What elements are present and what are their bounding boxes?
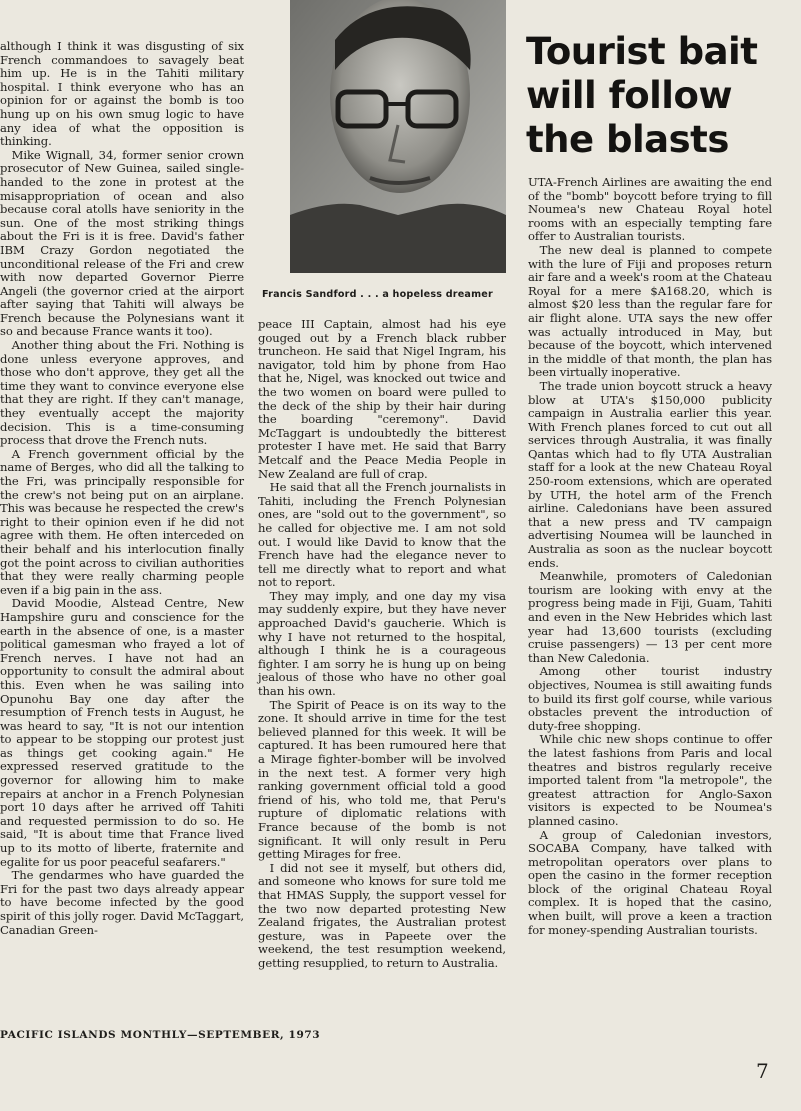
middle-article-column — [258, 318, 506, 971]
right-article-column — [528, 176, 772, 937]
paragraph: A group of Caledonian investors, SOCABA Company, have talked with metropolitan operators over plans to open the casino in the former reception block of the original Chateau Royal complex. It is hoped that the casino, when built, will prove a keen a traction for money-spending Australian tourists. — [528, 827, 772, 937]
paragraph: A French government official by the name of Berges, who did all the talking to the Fri, was principally responsible for the crew's not being put on an airplane. This was because he respected the crew's right to their opinion even if he did not agree with them. He often interceded on their behalf and his interlocution finally got the point across to civilian authorities that they were really charming people even if a big pain in the ass. — [0, 446, 244, 597]
paragraph: peace III Captain, almost had his eye gouged out by a French black rubber truncheon. He said that Nigel Ingram, his navigator, told him by phone from Hao that he, Nigel, was knocked out twice and the two women on board were pulled to the deck of the ship by their hair during the boarding "ceremony". David McTaggart is undoubtedly the bitterest protester I have met. He said that Barry Metcalf and the Peace Media People in New Zealand are full of crap. — [258, 317, 506, 481]
paragraph: I did not see it myself, but others did, and someone who knows for sure told me that HMAS Supply, the support vessel for the two now departed protesting New Zealand frigates, the Australian protest gesture, was in Papeete over the weekend, the test resumption weekend, getting resupplied, to return to Australia. — [258, 860, 506, 970]
paragraph: Among other tourist industry objectives, Noumea is still awaiting funds to build its first golf course, while various obstacles prevent the introduction of duty-free shopping. — [528, 664, 772, 733]
paragraph: The trade union boycott struck a heavy blow at UTA's $150,000 publicity campaign in Australia earlier this year. With French planes forced to cut out all services through Australia, it was finally Qantas which had to fly UTA Australian staff for a look at the new Chateau Royal 250-room extensions, which are operated by UTH, the hotel arm of the French airline. Caledonians have been assured that a new press and TV campaign advertising Noumea will be launched in Australia as soon as the nuclear boycott ends. — [528, 378, 772, 570]
page-number: 7 — [756, 1059, 769, 1083]
page-footer: PACIFIC ISLANDS MONTHLY—SEPTEMBER, 1973 — [0, 1029, 321, 1041]
paragraph: although I think it was disgusting of six French commandoes to savagely beat him up. He is in the Tahiti military hospital. I think everyone who has an opinion for or against the bomb is too hung up on his own smug logic to have any idea of what the opposition is thinking. — [0, 39, 244, 149]
paragraph: The new deal is planned to compete with the lure of Fiji and proposes return air fare and a week's room at the Chateau Royal for a mere $A168.20, which is almost $20 less than the regular fare for air flight alone. UTA says the new offer was actually introduced in May, but because of the boycott, which intervened in the middle of that month, the plan has been virtually inoperative. — [528, 242, 772, 380]
portrait-illustration — [290, 0, 506, 273]
portrait-photo — [290, 0, 506, 273]
paragraph: Mike Wignall, 34, former senior crown prosecutor of New Guinea, sailed single-handed to the zone in protest at the misappropriation of ocean and also because coral atolls have seniority in the sun. One of the most striking things about the Fri is it is free. David's father IBM Crazy Gordon negotiated the unconditional release of the Fri and crew with now departed Governor Pierre Angeli (the governor cried at the airport after saying that Tahiti will always be French because the Polynesians want it so and because France wants it too). — [0, 147, 244, 339]
paragraph: The Spirit of Peace is on its way to the zone. It should arrive in time for the test believed planned for this week. It will be captured. It has been rumoured here that a Mirage fighter-bomber will be involved in the next test. A former very high ranking government official told a good friend of his, who told me, that Peru's rupture of diplomatic relations with France because of the bomb is not significant. It will only result in Peru getting Mirages for free. — [258, 697, 506, 862]
photo-caption: Francis Sandford . . . a hopeless dreamer — [262, 289, 493, 300]
paragraph: Another thing about the Fri. Nothing is done unless everyone approves, and those who don't approve, they get all the time they want to convince everyone else that they are right. If they can't manage, they eventually accept the majority decision. This is a time-consuming process that drove the French nuts. — [0, 338, 244, 448]
paragraph: He said that all the French journalists in Tahiti, including the French Polynesian ones, are "sold out to the government", so he called for objective me. I am not sold out. I would like David to know that the French have had the elegance never to tell me directly what to report and what not to report. — [258, 480, 506, 590]
paragraph: David Moodie, Alstead Centre, New Hampshire guru and conscience for the earth in the absence of one, is a master political gamesman who frayed a lot of French nerves. I have not had an opportunity to consult the admiral about this. Even when he was sailing into Opunohu Bay one day after the resumption of French tests in August, he was heard to say, "It is not our intention to appear to be stopping our protest just as things get cooking again." He expressed reserved gratitude to the governor for allowing him to make repairs at anchor in a French Polynesian port 10 days after he arrived off Tahiti and requested permission to do so. He said, "It is about time that France lived up to its motto of liberte, fraternite and egalite for us poor peaceful seafarers." — [0, 596, 244, 869]
article-headline: Tourist bait will follow the blasts — [526, 30, 758, 161]
paragraph: Meanwhile, promoters of Caledonian tourism are looking with envy at the progress being made in Fiji, Guam, Tahiti and even in the New Hebrides which last year had 13,600 tourists (excluding cruise passengers) — 13 per cent more than New Caledonia. — [528, 569, 772, 665]
paragraph: While chic new shops continue to offer the latest fashions from Paris and local theatres and bistros regularly receive imported talent from "la metropole", the greatest attraction for Anglo-Saxon visitors is expected to be Noumea's planned casino. — [528, 732, 772, 828]
paragraph: UTA-French Airlines are awaiting the end of the "bomb" boycott before trying to fill Noumea's new Chateau Royal hotel rooms with an especially tempting fare offer to Australian tourists. — [528, 175, 772, 244]
paragraph: They may imply, and one day my visa may suddenly expire, but they have never approached David's gaucherie. Which is why I have not returned to the hospital, although I think he is a courageous fighter. I am sorry he is hung up on being jealous of those who have no other goal than his own. — [258, 588, 506, 699]
paragraph: The gendarmes who have guarded the Fri for the past two days already appear to have become infected by the good spirit of this jolly roger. David McTaggart, Canadian Green- — [0, 868, 244, 937]
left-article-column — [0, 40, 244, 937]
